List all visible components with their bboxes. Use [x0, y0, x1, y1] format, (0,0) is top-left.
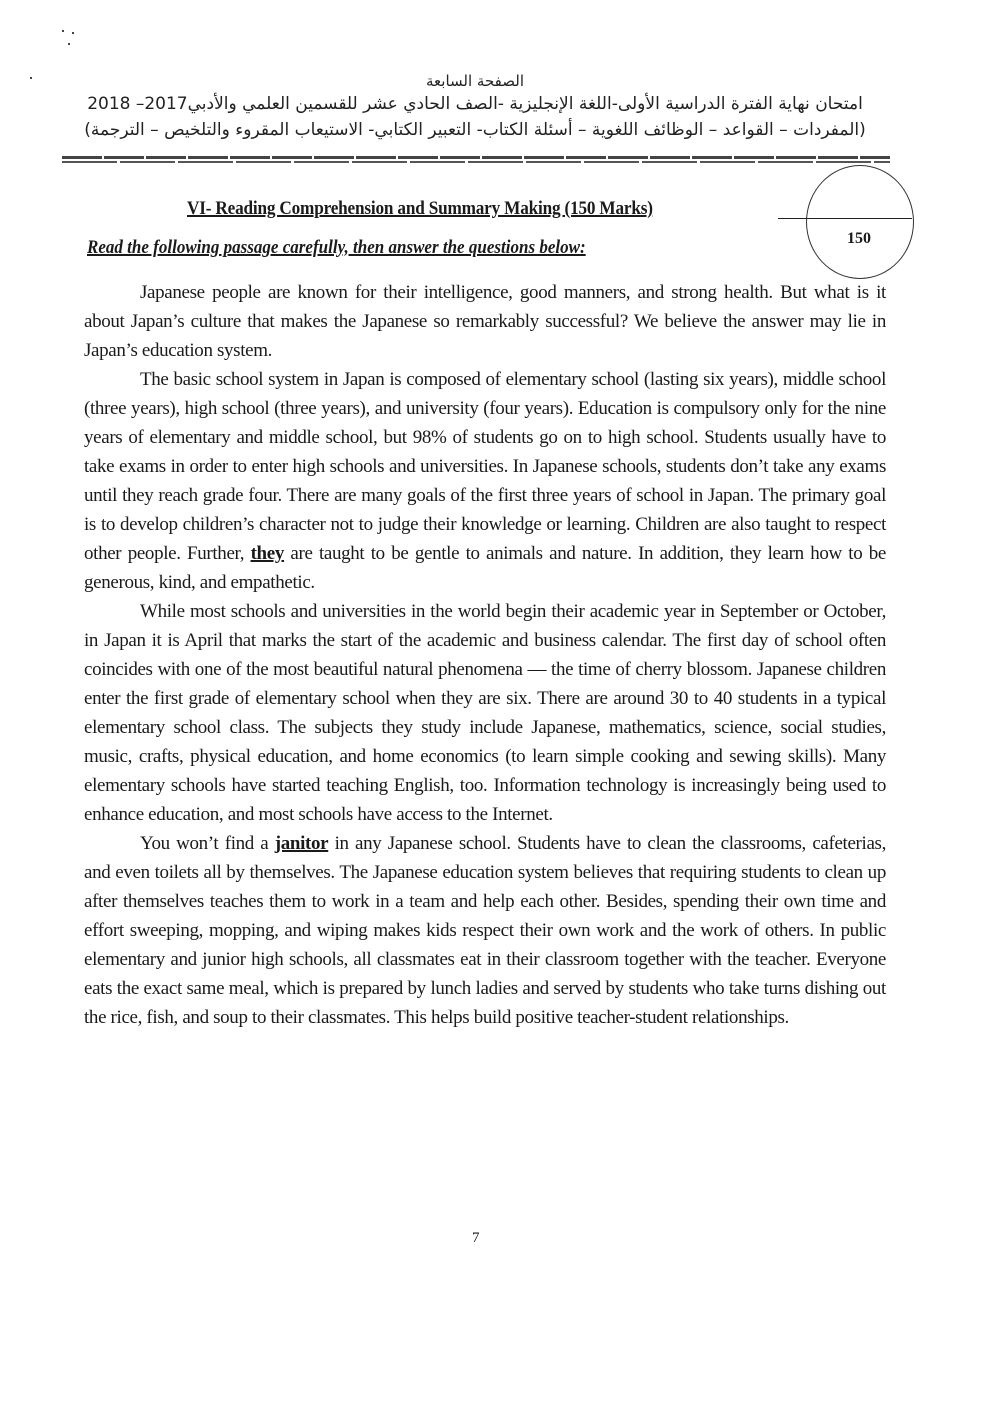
paragraph-text: in any Japanese school. Students have to clean the classrooms, cafeterias, and even toilets all by themselves. The Japanese education system believes that requiring students to clean up after themselves teaches them to work in a team and help each other. Besides, spending their own time and effort sweeping, mopping, and wiping makes kids respect their own work and the work of others. In public elementary and junior high schools, all classmates eat in their classroom together with the teacher. Everyone eats the exact same meal, which is prepared by lunch ladies and served by students who take turns dishing out the rice, fish, and soup to their classmates. This helps build positive teacher-student relationships.	[84, 833, 886, 1028]
paragraph-text: The basic school system in Japan is composed of elementary school (lasting six years), middle school (three years), high school (three years), and university (four years). Education is compulsory only for the nine years of elementary and middle school, but 98% of students go on to high school. Students usually have to take exams in order to enter high schools and universities. In Japanese schools, students don’t take any exams until they reach grade four. There are many goals of the first three years of school in Japan. The primary goal is to develop children’s character not to judge their knowledge or learning. Children are also taught to respect other people. Further,	[84, 369, 886, 564]
passage-paragraph-1: Japanese people are known for their intelligence, good manners, and strong health. But what is it about Japan’s culture that makes the Japanese so remarkably successful? We believe the answer may lie in Japan’s education system.	[84, 282, 886, 361]
paragraph-text: You won’t find a	[140, 833, 275, 854]
instruction-text: Read the following passage carefully, then answer the questions below:	[87, 238, 586, 258]
passage-paragraph-3: While most schools and universities in the world begin their academic year in September or October, in Japan it is April that marks the start of the academic and business calendar. The first day of school often coincides with one of the most beautiful natural phenomena — the time of cherry blossom. Japanese children enter the first grade of elementary school when they are six. There are around 30 to 40 students in a typical elementary school class. The subjects they study include Japanese, mathematics, science, social studies, music, crafts, physical education, and home economics (to learn simple cooking and sewing skills). Many elementary schools have started teaching English, too. Information technology is increasingly being used to enhance education, and most schools have access to the Internet.	[84, 601, 886, 825]
scan-artifact	[72, 32, 74, 34]
referent-word-they: they	[250, 543, 284, 564]
section-title: VI- Reading Comprehension and Summary Making (150 Marks)	[187, 199, 653, 219]
passage-paragraph-4	[84, 829, 886, 1032]
page-number: 7	[472, 1230, 480, 1246]
reading-passage	[84, 278, 886, 1032]
passage-paragraph-2	[84, 365, 886, 597]
vocab-word-janitor: janitor	[274, 833, 329, 854]
page-label-arabic: الصفحة السابعة	[426, 72, 524, 90]
score-box	[806, 165, 914, 279]
exam-topics-arabic: (المفردات – القواعد – الوظائف اللغوية – أسئلة الكتاب- التعبير الكتابي- الاستيعاب المقروء والتلخيص – الترجمة)	[84, 120, 866, 140]
scan-artifact	[62, 30, 64, 32]
header-divider	[62, 161, 890, 163]
scan-artifact	[68, 43, 70, 45]
exam-title-arabic: امتحان نهاية الفترة الدراسية الأولى-اللغة الإنجليزية -الصف الحادي عشر للقسمين العلمي والأدبي2017– 2018	[87, 94, 863, 114]
header-divider	[62, 156, 890, 159]
paragraph-text: are taught to be gentle to animals and nature. In addition, they learn how to be generous, kind, and empathetic.	[84, 543, 886, 593]
score-divider-line	[778, 218, 912, 219]
scan-artifact	[30, 77, 32, 79]
score-total: 150	[847, 230, 871, 247]
